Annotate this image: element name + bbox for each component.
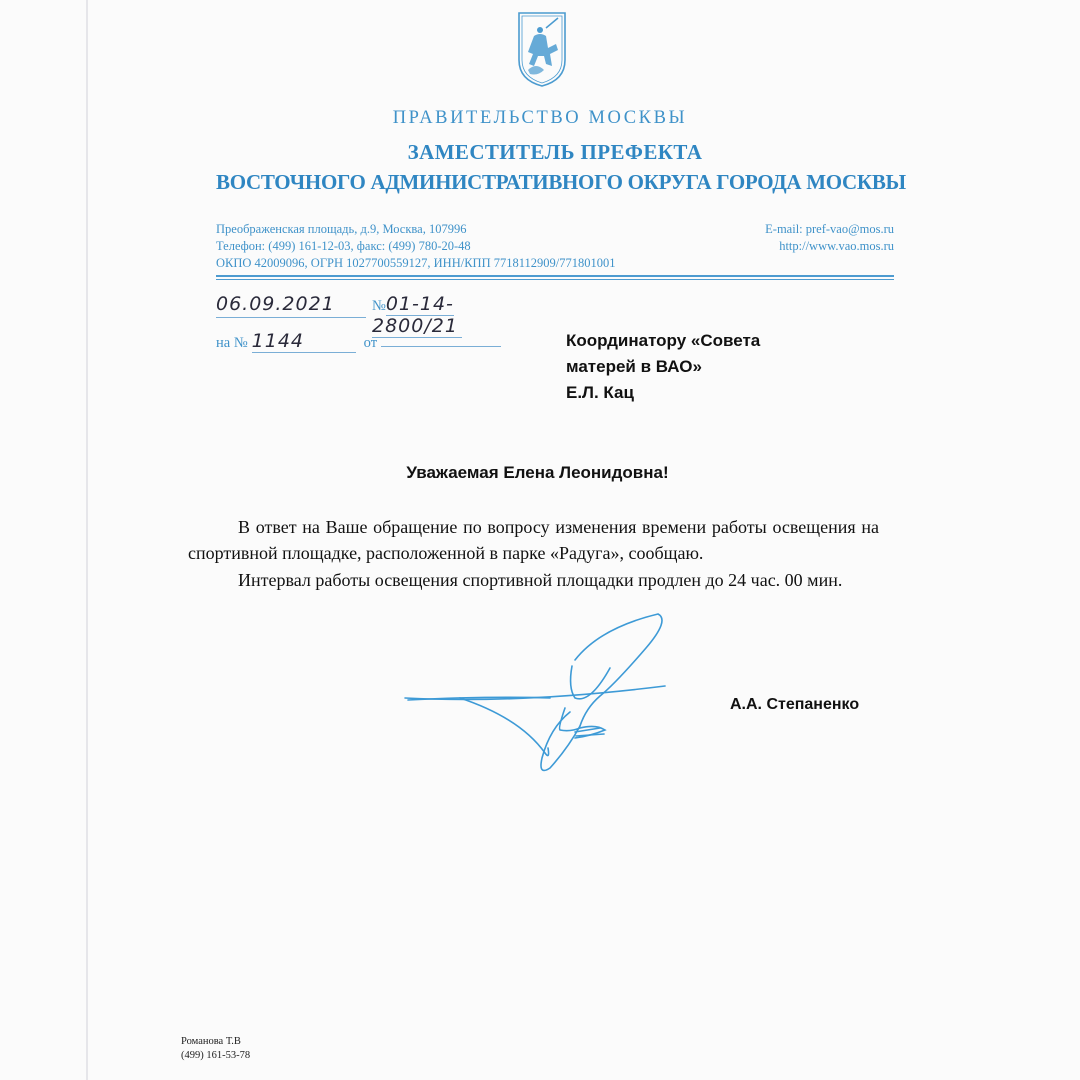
executor-name: Романова Т.В — [181, 1036, 241, 1047]
number-label: № — [372, 298, 386, 314]
government-title: ПРАВИТЕЛЬСТВО МОСКВЫ — [392, 108, 688, 128]
requisites-left — [216, 221, 615, 272]
office-title: ЗАМЕСТИТЕЛЬ ПРЕФЕКТА — [407, 140, 703, 164]
requisites-right — [765, 221, 894, 255]
outgoing-date-field — [216, 293, 366, 318]
greeting: Уважаемая Елена Леонидовна! — [406, 463, 669, 482]
reply-to-label: на № — [216, 335, 248, 351]
executor-block — [181, 1035, 250, 1063]
handwritten-signature-icon — [400, 608, 675, 778]
outgoing-number-field — [372, 293, 524, 337]
signatory-name: А.А. Степаненко — [730, 696, 860, 713]
addressee-line3: Е.Л. Кац — [566, 383, 634, 402]
body-paragraph-1: В ответ на Ваше обращение по вопросу изменения времени работы освещения на спортивной площадке, расположенной в парке «Радуга», сообщаю. — [188, 517, 879, 563]
from-label: от — [363, 335, 378, 351]
district-title: ВОСТОЧНОГО АДМИНИСТРАТИВНОГО ОКРУГА ГОРОДА МОСКВЫ — [216, 170, 906, 194]
moscow-coat-of-arms-icon — [516, 10, 568, 88]
body-paragraph-2: Интервал работы освещения спортивной площадки продлен до 24 час. 00 мин. — [238, 570, 843, 590]
outgoing-number: 01-14-2800/21 — [372, 293, 462, 338]
reply-to-number: 1144 — [252, 330, 356, 353]
executor-phone: (499) 161-53-78 — [181, 1050, 251, 1061]
addressee-line2: матерей в ВАО» — [566, 357, 702, 376]
reply-to-field — [216, 328, 501, 353]
phone-text: Телефон: (499) 161-12-03, факс: (499) 780-20-48 — [216, 239, 471, 253]
email-text: E-mail: pref-vao@mos.ru — [765, 222, 894, 236]
from-date-blank — [381, 328, 501, 347]
address-text: Преображенская площадь, д.9, Москва, 107996 — [216, 222, 467, 236]
header-divider — [216, 275, 894, 277]
addressee-line1: Координатору «Совета — [566, 331, 761, 350]
outgoing-date: 06.09.2021 — [216, 293, 335, 315]
addressee-block — [566, 328, 760, 406]
header-divider-thin — [216, 279, 894, 280]
website-text: http://www.vao.mos.ru — [779, 239, 894, 253]
codes-text: ОКПО 42009096, ОГРН 1027700559127, ИНН/КПП 7718112909/771801001 — [216, 256, 616, 270]
